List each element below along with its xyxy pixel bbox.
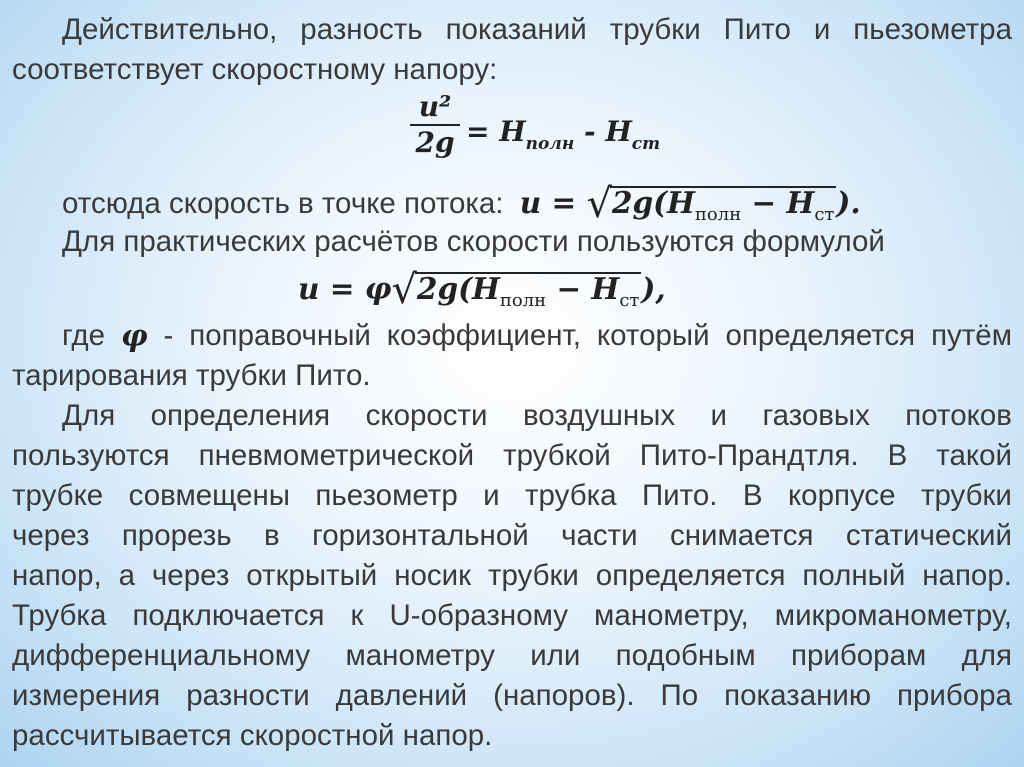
word: к bbox=[350, 599, 364, 632]
word: подключается bbox=[132, 599, 325, 632]
word: Для bbox=[62, 399, 116, 432]
word: трубкой bbox=[503, 439, 611, 472]
paragraph-line-2 bbox=[12, 436, 1012, 476]
sqrt-icon: √ bbox=[586, 181, 612, 227]
where-line-1 bbox=[12, 316, 1012, 356]
word: Действительно, bbox=[62, 13, 278, 46]
word: части bbox=[561, 519, 638, 552]
rhs-h-total: = H bbox=[466, 115, 526, 148]
velocity-prefix: отсюда скорость в точке потока: bbox=[62, 187, 504, 220]
word: В bbox=[887, 439, 908, 472]
where-line-2: тарирования трубки Пито. bbox=[12, 359, 371, 392]
var-u: u bbox=[298, 271, 320, 306]
var-u: u bbox=[519, 185, 542, 220]
word: прибора bbox=[896, 679, 1012, 712]
word: и bbox=[483, 479, 500, 512]
word: в bbox=[264, 519, 280, 552]
paragraph-line-1 bbox=[12, 396, 1012, 436]
word: прорезь bbox=[121, 519, 232, 552]
word: пневмометрической bbox=[198, 439, 475, 472]
paragraph-line-4 bbox=[12, 516, 1012, 556]
word: или bbox=[530, 639, 581, 672]
paragraph-line-5 bbox=[12, 556, 1012, 596]
radicand-part: 2g(H bbox=[416, 271, 500, 306]
paragraph-last-line: рассчитывается скоростной напор. bbox=[12, 719, 493, 752]
word: для bbox=[961, 639, 1012, 672]
subscript-total: полн bbox=[525, 134, 575, 154]
word: пользуются bbox=[12, 439, 170, 472]
minus-h: − H bbox=[546, 271, 620, 306]
word: пьезометра bbox=[853, 13, 1012, 46]
word: поправочный bbox=[189, 319, 371, 352]
word: разности bbox=[186, 679, 310, 712]
word: через bbox=[12, 519, 90, 552]
intro-line-1 bbox=[12, 10, 1012, 50]
formula-3 bbox=[298, 266, 718, 313]
subscript-total: полн bbox=[694, 204, 742, 225]
subscript-static: ст bbox=[631, 134, 661, 154]
word: дифференциальному bbox=[12, 639, 311, 672]
word: скорости bbox=[365, 399, 488, 432]
word: разность bbox=[300, 13, 423, 46]
radicand-part: 2g(H bbox=[611, 185, 695, 220]
rhs-h-static: - H bbox=[574, 115, 632, 148]
word: такой bbox=[936, 439, 1012, 472]
word: показанию bbox=[724, 679, 871, 712]
close-paren: ). bbox=[836, 185, 861, 220]
word: приборам bbox=[791, 639, 927, 672]
fraction-denominator: 2g bbox=[415, 126, 455, 159]
word: через bbox=[151, 559, 230, 592]
word: горизонтальной bbox=[312, 519, 529, 552]
word: трубке bbox=[12, 479, 104, 512]
sqrt-icon: √ bbox=[391, 267, 417, 313]
subscript-static: ст bbox=[814, 204, 835, 225]
word: Пито-Прандтля. bbox=[639, 439, 859, 472]
word: трубки bbox=[920, 479, 1012, 512]
var-phi: φ bbox=[120, 318, 148, 353]
word: открытый bbox=[246, 559, 378, 592]
word: носик bbox=[394, 559, 472, 592]
subscript-total: полн bbox=[499, 290, 547, 311]
formula-1-rhs bbox=[466, 112, 660, 152]
paragraph-line-6 bbox=[12, 596, 1012, 636]
word: трубки bbox=[487, 559, 579, 592]
velocity-head-fraction bbox=[410, 92, 460, 158]
word: давлений bbox=[335, 679, 468, 712]
word: Пито. bbox=[641, 479, 718, 512]
word: напор. bbox=[922, 559, 1012, 592]
word: газовых bbox=[762, 399, 870, 432]
word: полный bbox=[802, 559, 906, 592]
word: трубка bbox=[525, 479, 617, 512]
practical-line: Для практических расчётов скорости пользуются формулой bbox=[62, 225, 885, 258]
word: определения bbox=[150, 399, 331, 432]
word: пьезометр bbox=[315, 479, 458, 512]
word: потоков bbox=[905, 399, 1012, 432]
intro-line-2: соответствует скоростному напору: bbox=[12, 53, 498, 86]
word: Пито bbox=[723, 13, 791, 46]
paragraph-line-3 bbox=[12, 476, 1012, 516]
word: манометру bbox=[345, 639, 495, 672]
velocity-line bbox=[12, 180, 1012, 227]
word: - bbox=[163, 319, 174, 352]
word: и bbox=[813, 13, 831, 46]
word: где bbox=[62, 319, 106, 352]
word: измерения bbox=[12, 679, 161, 712]
equals-sign: = bbox=[541, 185, 587, 220]
word: подобным bbox=[615, 639, 756, 672]
word: совмещены bbox=[128, 479, 290, 512]
equals-sign: = bbox=[319, 271, 365, 306]
word: и bbox=[710, 399, 728, 432]
word: По bbox=[660, 679, 699, 712]
word: путём bbox=[931, 319, 1012, 352]
fraction-numerator: u² bbox=[418, 90, 452, 123]
close-paren: ), bbox=[641, 271, 666, 306]
word: Трубка bbox=[12, 599, 107, 632]
word: манометру, bbox=[594, 599, 749, 632]
radicand bbox=[610, 186, 836, 223]
word: напор, bbox=[12, 559, 102, 592]
formula-2 bbox=[519, 181, 861, 227]
word: трубки bbox=[609, 13, 701, 46]
word: воздушных bbox=[522, 399, 676, 432]
word: В bbox=[742, 479, 763, 512]
word: снимается bbox=[669, 519, 814, 552]
word: который bbox=[596, 319, 710, 352]
word: статический bbox=[845, 519, 1012, 552]
var-phi: φ bbox=[364, 271, 392, 306]
word: коэффициент, bbox=[386, 319, 581, 352]
formula-3-body bbox=[298, 267, 666, 313]
word: определяется bbox=[725, 319, 916, 352]
radicand bbox=[415, 272, 641, 309]
word: (напоров). bbox=[493, 679, 635, 712]
subscript-static: ст bbox=[619, 290, 640, 311]
minus-h: − H bbox=[741, 185, 815, 220]
word: корпусе bbox=[787, 479, 896, 512]
paragraph-line-7 bbox=[12, 636, 1012, 676]
paragraph-line-8 bbox=[12, 676, 1012, 716]
word: U-образному bbox=[389, 599, 568, 632]
word: показаний bbox=[445, 13, 587, 46]
word: а bbox=[118, 559, 136, 592]
word: определяется bbox=[595, 559, 786, 592]
word: микроманометру, bbox=[774, 599, 1012, 632]
